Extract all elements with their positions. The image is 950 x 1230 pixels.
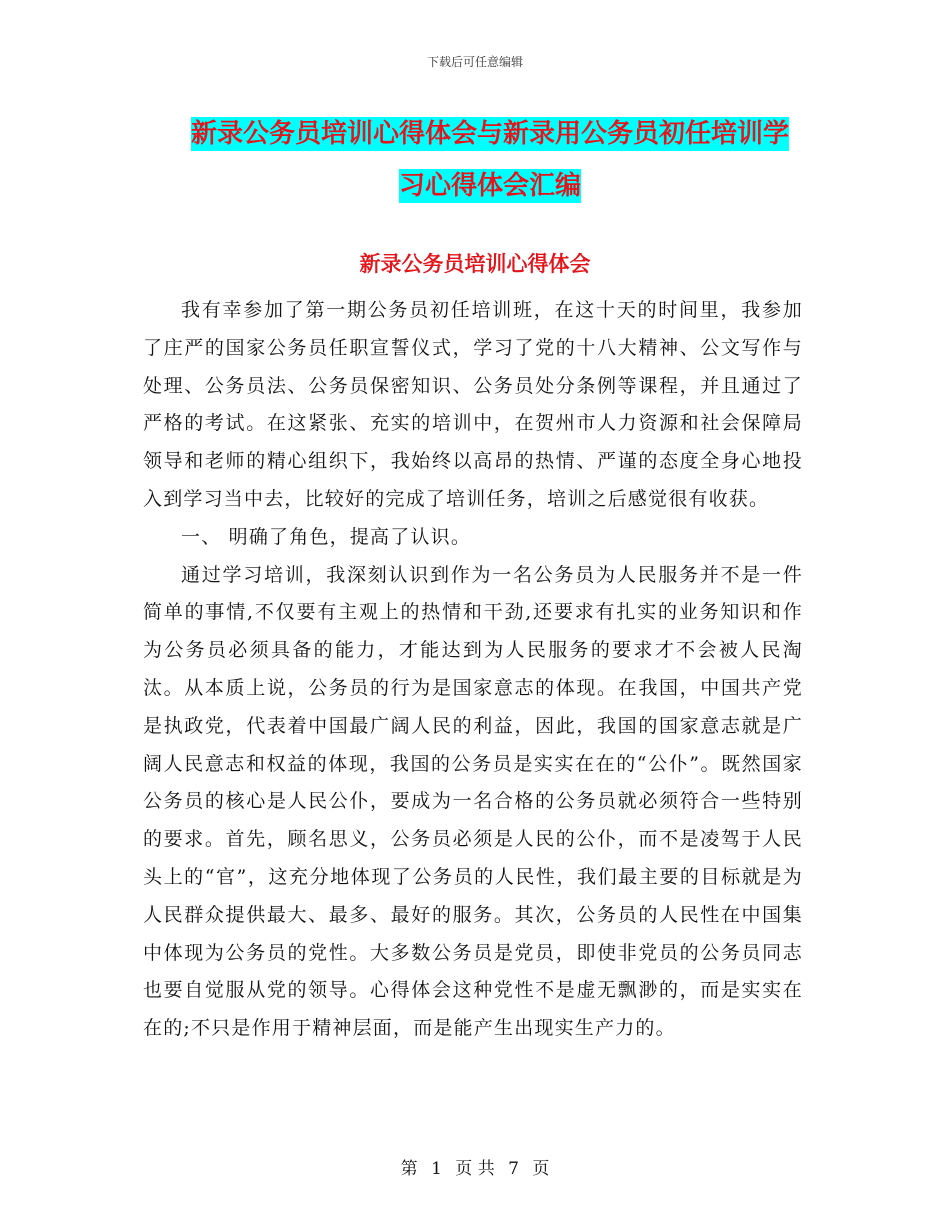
document-title-line-1: 新录公务员培训心得体会与新录用公务员初任培训学	[190, 119, 789, 149]
footer-current-page: 1	[431, 1159, 442, 1179]
body-paragraph-1: 我有幸参加了第一期公务员初任培训班，在这十天的时间里，我参加了庄严的国家公务员任职宣誓仪式，学习了党的十八大精神、公文写作与处理、公务员法、公务员保密知识、公务员处分条例等课程，并且通过了严格的考试。在这紧张、充实的培训中，在贺州市人力资源和社会保障局领导和老师的精心组织下，我始终以高昂的热情、严谨的态度全身心地投入到学习当中去，比较好的完成了培训任务，培训之后感觉很有收获。	[143, 299, 803, 510]
document-title-line-2: 习心得体会汇编	[398, 171, 581, 201]
footer-suffix: 页	[532, 1159, 550, 1179]
footer-middle: 页 共	[455, 1159, 495, 1179]
footer-prefix: 第	[400, 1159, 418, 1179]
document-body	[143, 292, 803, 1048]
page-header-note: 下载后可任意编辑	[426, 55, 523, 69]
section-title: 新录公务员培训心得体会	[359, 252, 591, 276]
body-paragraph-2: 通过学习培训，我深刻认识到作为一名公务员为人民服务并不是一件简单的事情,不仅要有主观上的热情和干劲,还要求有扎实的业务知识和作为公务员必须具备的能力，才能达到为人民服务的要求才不会被人民淘汰。从本质上说，公务员的行为是国家意志的体现。在我国，中国共产党是执政党，代表着中国最广阔人民的利益，因此，我国的国家意志就是广阔人民意志和权益的体现，我国的公务员是实实在在的“公仆”。既然国家公务员的核心是人民公仆，要成为一名合格的公务员就必须符合一些特别的要求。首先，顾名思义，公务员必须是人民的公仆，而不是凌驾于人民头上的“官”，这充分地体现了公务员的人民性，我们最主要的目标就是为人民群众提供最大、最多、最好的服务。其次，公务员的人民性在中国集中体现为公务员的党性。大多数公务员是党员，即使非党员的公务员同志也要自觉服从党的领导。心得体会这种党性不是虚无飘渺的，而是实实在在的;不只是作用于精神层面，而是能产生出现实生产力的。	[143, 563, 803, 1040]
document-title	[140, 108, 840, 212]
footer-total-pages: 7	[508, 1159, 519, 1179]
body-paragraph-heading: 一、 明确了角色，提高了认识。	[181, 525, 472, 548]
page-footer	[0, 1154, 950, 1179]
